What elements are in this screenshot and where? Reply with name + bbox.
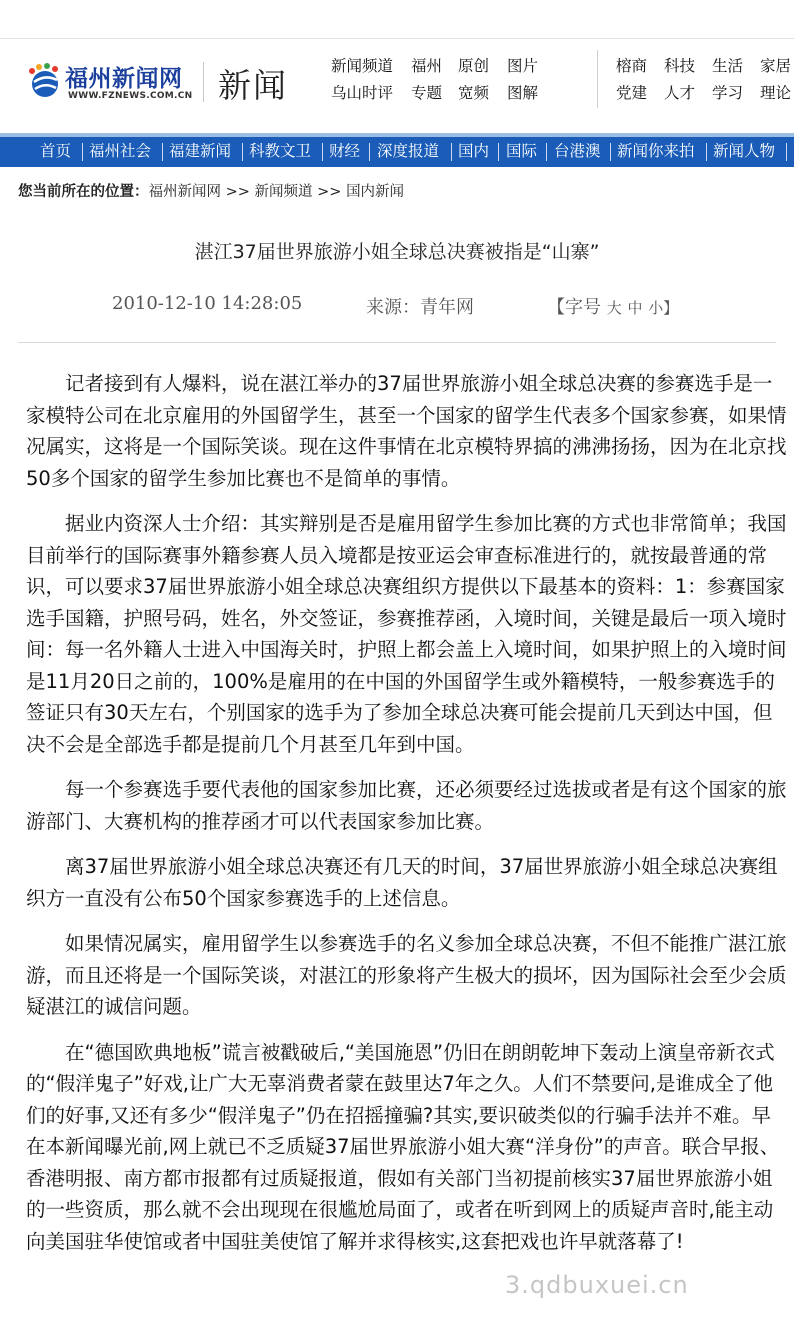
nav-link-keji[interactable]: 科技 xyxy=(664,57,696,75)
article-paragraph: 如果情况属实，雇用留学生以参赛选手的名义参加全球总决赛，不但不能推广湛江旅游，而且还将是一个国际笑谈，对湛江的形象将产生极大的损坏，因为国际社会至少会质疑湛江的诚信问题。 xyxy=(26,932,787,1018)
menu-divider xyxy=(451,143,452,161)
top-divider xyxy=(0,38,794,39)
menu-divider xyxy=(162,143,163,161)
article-paragraph: 在“德国欧典地板”谎言被戳破后,“美国施恩”仍旧在朗朗乾坤下轰动上演皇帝新衣式的“假洋鬼子”好戏,让广大无辜消费者蒙在鼓里达7年之久。人们不禁要问,是谁成全了他们的好事,又还有多少“假洋鬼子”仍在招摇撞骗?其实,要识破类似的行骗手法并不难。早在本新闻曝光前,网上就已不乏质疑37届世界旅游小姐大赛“洋身份”的声音。联合早报、香港明报、南方都市报都有过质疑报道，假如有关部门当初提前核实37届世界旅游小姐的一些资质，那么就不会出现现在很尴尬局面了，或者在听到网上的质疑声音时,能主动向美国驻华使馆或者中国驻美使馆了解并求得核实,这套把戏也许早就落幕了! xyxy=(26,1040,780,1253)
menu-divider xyxy=(706,143,707,161)
menu-divider xyxy=(498,143,499,161)
breadcrumb xyxy=(18,180,404,201)
menu-item-education-culture[interactable]: 科教文卫 xyxy=(249,142,312,160)
font-size-large-button[interactable]: 大 xyxy=(606,299,622,317)
breadcrumb-separator: >> xyxy=(225,184,250,200)
font-size-label: 【字号 xyxy=(547,297,601,318)
header-nav-separator xyxy=(597,50,598,108)
menu-divider xyxy=(546,143,547,161)
main-menu xyxy=(0,137,794,167)
watermark: 3.qdbuxuei.cn xyxy=(505,1271,689,1299)
menu-item-citizen-photos[interactable]: 新闻你来拍 xyxy=(617,142,695,160)
nav-link-tujie[interactable]: 图解 xyxy=(507,84,539,102)
nav-link-wushanshiping[interactable]: 乌山时评 xyxy=(331,84,394,102)
menu-divider xyxy=(242,143,243,161)
article-datetime: 2010-12-10 14:28:05 xyxy=(112,293,303,314)
breadcrumb-label: 您当前所在的位置： xyxy=(18,184,149,200)
article-paragraph: 离37届世界旅游小姐全球总决赛还有几天的时间，37届世界旅游小姐全球总决赛组织方一直没有公布50个国家参赛选手的上述信息。 xyxy=(26,855,778,910)
logo-text: 福州新闻网 xyxy=(65,66,183,92)
nav-link-shenghuo[interactable]: 生活 xyxy=(712,57,744,75)
nav-link-tupian[interactable]: 图片 xyxy=(507,57,539,75)
menu-item-finance[interactable]: 财经 xyxy=(329,142,361,160)
article-title: 湛江37届世界旅游小姐全球总决赛被指是“山寨” xyxy=(194,241,600,263)
site-logo[interactable] xyxy=(25,58,295,108)
breadcrumb-link-home[interactable]: 福州新闻网 xyxy=(148,184,221,200)
nav-link-kuanpin[interactable]: 宽频 xyxy=(458,84,490,102)
menu-divider xyxy=(322,143,323,161)
menu-item-domestic[interactable]: 国内 xyxy=(458,142,490,160)
menu-divider xyxy=(82,143,83,161)
logo-divider xyxy=(203,62,204,102)
nav-link-dangjian[interactable]: 党建 xyxy=(616,84,648,102)
nav-link-fuzhou[interactable]: 福州 xyxy=(411,57,443,75)
nav-link-jiaju[interactable]: 家居 xyxy=(760,57,792,75)
nav-link-xinwenpindao[interactable]: 新闻频道 xyxy=(331,57,394,75)
nav-link-rongshang[interactable]: 榕商 xyxy=(616,57,648,75)
font-size-medium-button[interactable]: 中 xyxy=(627,299,643,317)
article-source: 来源：青年网 xyxy=(366,297,474,318)
nav-link-rencai[interactable]: 人才 xyxy=(664,84,696,102)
menu-divider xyxy=(369,143,370,161)
font-size-control xyxy=(547,293,678,319)
nav-link-lilun[interactable]: 理论 xyxy=(760,84,792,102)
article-paragraph: 每一个参赛选手要代表他的国家参加比赛，还必须要经过选拔或者是有这个国家的旅游部门、大赛机构的推荐函才可以代表国家参加比赛。 xyxy=(26,778,787,833)
nav-link-zhuanti[interactable]: 专题 xyxy=(411,84,443,102)
font-size-small-button[interactable]: 小】 xyxy=(648,299,679,317)
menu-item-fujian-news[interactable]: 福建新闻 xyxy=(169,142,232,160)
nav-link-xuexi[interactable]: 学习 xyxy=(712,84,744,102)
nav-link-yuanchuang[interactable]: 原创 xyxy=(458,57,490,75)
menu-item-news-people[interactable]: 新闻人物 xyxy=(713,142,776,160)
breadcrumb-separator: >> xyxy=(317,184,342,200)
logo-url: WWW.FZNEWS.COM.CN xyxy=(68,91,193,101)
menu-item-international[interactable]: 国际 xyxy=(506,142,538,160)
breadcrumb-link-domestic[interactable]: 国内新闻 xyxy=(346,184,405,200)
menu-item-home[interactable]: 首页 xyxy=(40,142,72,160)
breadcrumb-link-channel[interactable]: 新闻频道 xyxy=(254,184,313,200)
article-divider xyxy=(18,342,776,343)
article-paragraph: 记者接到有人爆料，说在湛江举办的37届世界旅游小姐全球总决赛的参赛选手是一家模特公司在北京雇用的外国留学生，甚至一个国家的留学生代表多个国家参赛，如果情况属实，这将是一个国际笑谈。现在这件事情在北京模特界搞的沸沸扬扬，因为在北京找50多个国家的留学生参加比赛也不是简单的事情。 xyxy=(26,372,787,490)
menu-divider xyxy=(786,143,787,161)
menu-divider xyxy=(610,143,611,161)
channel-title: 新闻 xyxy=(218,66,288,105)
globe-logo-icon xyxy=(25,62,63,100)
article-body xyxy=(26,368,788,1271)
menu-item-taiwan-hk-macau[interactable]: 台港澳 xyxy=(554,142,601,160)
menu-item-in-depth[interactable]: 深度报道 xyxy=(377,142,440,160)
article-paragraph: 据业内资深人士介绍：其实辩别是否是雇用留学生参加比赛的方式也非常简单；我国目前举行的国际赛事外籍参赛人员入境都是按亚运会审查标准进行的，就按最普通的常识，可以要求37届世界旅游小姐全球总决赛组织方提供以下最基本的资料：1：参赛国家选手国籍，护照号码，姓名，外交签证，参赛推荐函，入境时间，关键是最后一项入境时间：每一名外籍人士进入中国海关时，护照上都会盖上入境时间，如果护照上的入境时间是11月20日之前的，100%是雇用的在中国的外国留学生或外籍模特，一般参赛选手的签证只有30天左右，个别国家的选手为了参加全球总决赛可能会提前几天到达中国，但决不会是全部选手都是提前几个月甚至几年到中国。 xyxy=(26,512,787,756)
menu-item-fuzhou-society[interactable]: 福州社会 xyxy=(89,142,152,160)
